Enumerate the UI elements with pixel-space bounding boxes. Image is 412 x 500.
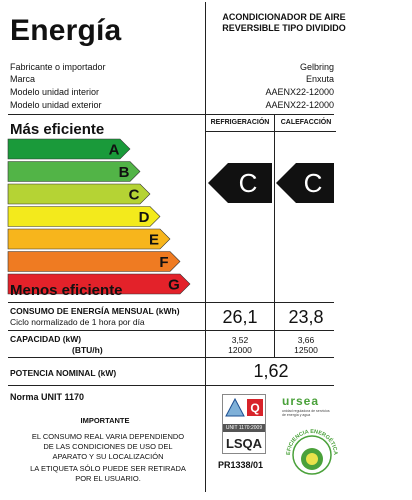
divider bbox=[8, 330, 334, 331]
info-label-outdoor-model: Modelo unidad exterior bbox=[10, 100, 102, 110]
capacity-label: CAPACIDAD (kW) bbox=[10, 334, 82, 344]
ursea-wordmark: ursea bbox=[282, 394, 320, 408]
label-title: Energía bbox=[10, 14, 122, 47]
unit-text: UNIT 1170:2009 bbox=[223, 424, 265, 432]
info-label-brand: Marca bbox=[10, 74, 36, 84]
energy-bar-letter-d: D bbox=[138, 209, 150, 226]
capacity-label-btu: (BTU/h) bbox=[72, 345, 103, 355]
column-head-heating: CALEFACCIÓN bbox=[280, 119, 332, 126]
product-type: ACONDICIONADOR DE AIRE REVERSIBLE TIPO DIVIDIDO bbox=[222, 12, 346, 33]
energy-bar-letter-b: B bbox=[118, 164, 130, 181]
notice-line1: EL CONSUMO REAL VARIA DEPENDIENDO DE LAS CONDICIONES DE USO DEL APARATO Y SU LOCALIZACIÓN bbox=[31, 432, 185, 461]
svg-text:Q: Q bbox=[250, 401, 260, 415]
energy-bar-letter-f: F bbox=[159, 254, 169, 271]
divider bbox=[8, 114, 334, 115]
power-label: POTENCIA NOMINAL (kW) bbox=[10, 368, 117, 378]
column-divider bbox=[205, 2, 206, 492]
consumption-cooling: 26,1 bbox=[222, 307, 258, 327]
notice-title: IMPORTANTE bbox=[80, 416, 130, 425]
column-divider-inner bbox=[274, 114, 275, 302]
unit-triangle-icon bbox=[223, 395, 267, 419]
energy-bar-letter-e: E bbox=[148, 231, 160, 249]
energy-bar-e bbox=[8, 229, 170, 249]
info-value-outdoor-model: AAENX22-12000 bbox=[265, 100, 334, 110]
energy-bar-letter-a: A bbox=[108, 141, 120, 159]
info-value-indoor-model: AAENX22-12000 bbox=[265, 87, 334, 97]
consumption-label: CONSUMO DE ENERGÍA MENSUAL (kWh) bbox=[10, 306, 180, 316]
consumption-sub: Ciclo normalizado de 1 hora por día bbox=[10, 317, 145, 327]
energy-bar-f bbox=[8, 252, 180, 272]
lsqa-text: LSQA bbox=[225, 436, 263, 451]
energy-bar-letter-g: G bbox=[168, 276, 180, 294]
ursea-subtitle: unidad reguladora de servicios de energía y agua bbox=[282, 409, 330, 417]
lsqa-logo bbox=[222, 394, 266, 454]
energy-bar-letter-c: C bbox=[128, 186, 140, 204]
info-value-brand: Enxuta bbox=[305, 74, 334, 84]
ursea-logo bbox=[282, 394, 342, 474]
divider bbox=[8, 357, 334, 358]
rating-letter-cooling: C bbox=[238, 168, 258, 198]
energy-bar-d bbox=[8, 207, 160, 227]
info-label-manufacturer: Fabricante o importador bbox=[10, 62, 106, 72]
cert-number: PR1338/01 bbox=[218, 460, 264, 470]
column-head-cooling: REFRIGERACIÓN bbox=[210, 119, 270, 126]
capacity-cooling-btu: 12000 bbox=[228, 345, 252, 355]
rating-arrow-heating bbox=[276, 163, 334, 203]
capacity-heating-kw: 3,66 bbox=[297, 335, 315, 345]
power-value: 1,62 bbox=[253, 361, 289, 381]
efficiency-seal-text: EFICIENCIA ENERGÉTICA bbox=[285, 428, 339, 456]
info-value-manufacturer: Gelbring bbox=[299, 62, 334, 72]
notice-line2: LA ETIQUETA SÓLO PUEDE SER RETIRADA POR EL USUARIO. bbox=[30, 464, 186, 483]
capacity-cooling-kw: 3,52 bbox=[231, 335, 249, 345]
capacity-heating-btu: 12500 bbox=[294, 345, 318, 355]
rating-arrow-cooling bbox=[208, 163, 272, 203]
divider bbox=[206, 131, 336, 132]
divider bbox=[8, 385, 334, 386]
norm-label: Norma UNIT 1170 bbox=[10, 392, 85, 402]
consumption-heating: 23,8 bbox=[288, 307, 324, 327]
divider bbox=[8, 302, 334, 303]
scale-bottom-label: Menos eficiente bbox=[10, 282, 123, 299]
scale-top-label: Más eficiente bbox=[10, 121, 105, 138]
rating-letter-heating: C bbox=[303, 168, 323, 198]
info-label-indoor-model: Modelo unidad interior bbox=[10, 87, 100, 97]
efficiency-seal-icon bbox=[282, 419, 342, 477]
